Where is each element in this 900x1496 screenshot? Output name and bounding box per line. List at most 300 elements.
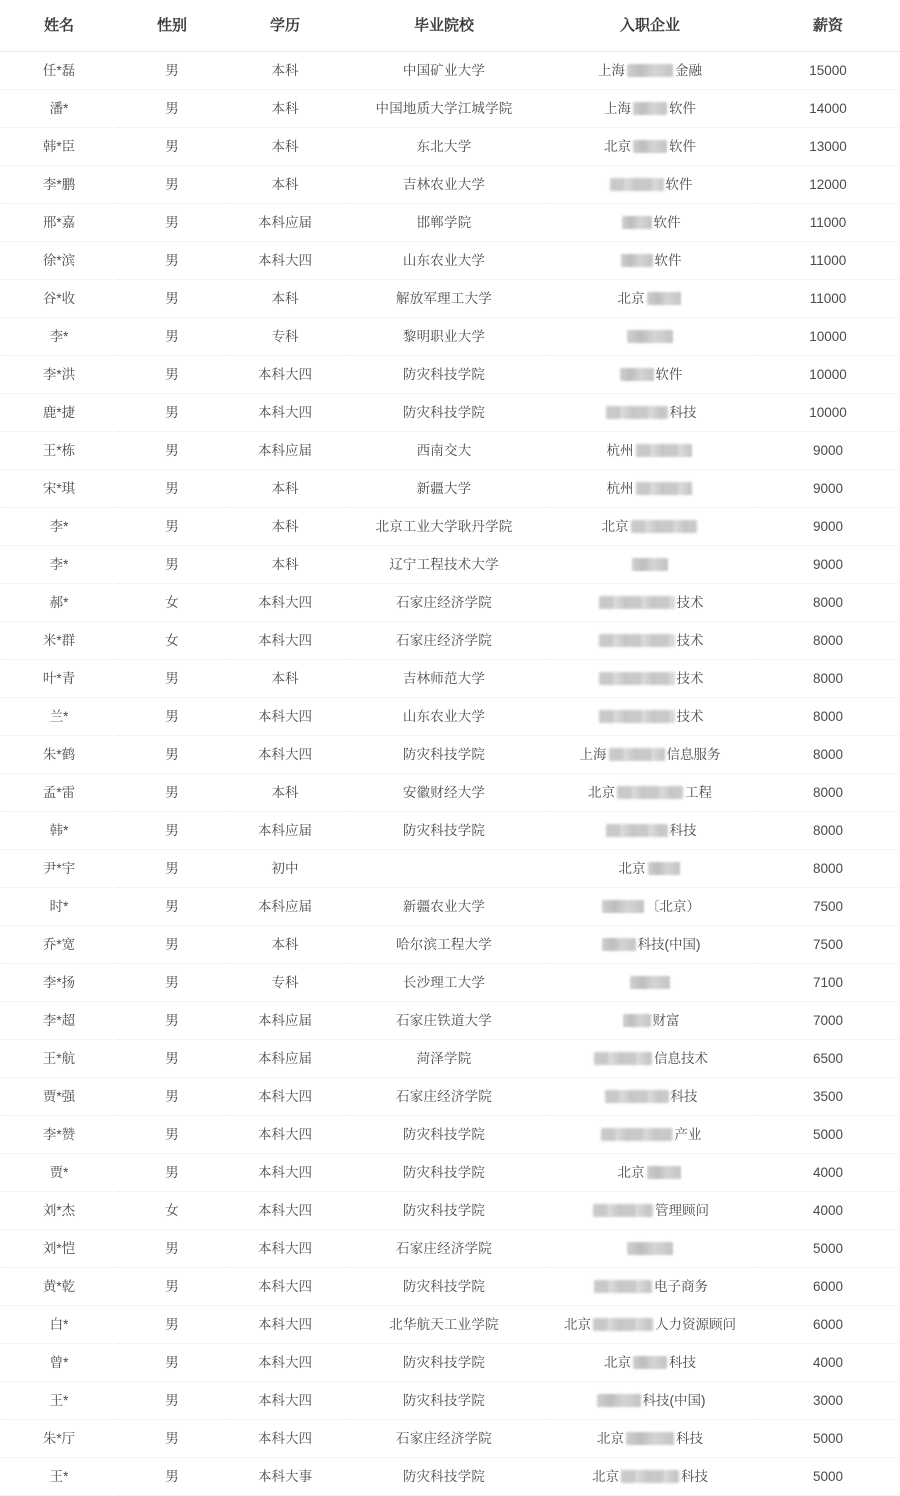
cell-education-text: 本科大四 xyxy=(258,253,312,268)
cell-salary-text: 9000 xyxy=(812,443,844,458)
company-suffix: 技术 xyxy=(676,670,704,686)
cell-education xyxy=(226,888,344,926)
cell-school-text: 防灾科技学院 xyxy=(402,1393,486,1408)
cell-gender-text: 男 xyxy=(165,861,179,876)
cell-gender xyxy=(118,812,226,850)
company-value xyxy=(544,1040,756,1077)
cell-education-text: 本科应届 xyxy=(258,823,312,838)
cell-name-text: 郝* xyxy=(49,595,69,610)
cell-gender-text: 男 xyxy=(165,1317,179,1332)
cell-education xyxy=(226,242,344,280)
cell-salary-text: 7000 xyxy=(812,1013,844,1028)
cell-name-text: 米*群 xyxy=(42,633,76,648)
table-row xyxy=(0,926,900,964)
cell-gender-text: 男 xyxy=(165,329,179,344)
cell-school xyxy=(344,812,544,850)
cell-education xyxy=(226,964,344,1002)
company-suffix: 工程 xyxy=(685,784,712,800)
cell-name xyxy=(0,394,118,432)
cell-salary xyxy=(756,1458,900,1496)
cell-education xyxy=(226,1116,344,1154)
cell-school-text: 北京工业大学耿丹学院 xyxy=(375,519,513,534)
cell-name-text: 乔*宽 xyxy=(42,937,76,952)
cell-salary xyxy=(756,166,900,204)
cell-company xyxy=(544,508,756,546)
company-prefix: 上海 xyxy=(604,100,631,116)
cell-education xyxy=(226,1002,344,1040)
company-suffix: 软件 xyxy=(653,214,681,230)
cell-education xyxy=(226,1382,344,1420)
cell-gender-text: 男 xyxy=(165,557,179,572)
cell-name-text: 宋*琪 xyxy=(42,481,76,496)
cell-salary-text: 5000 xyxy=(812,1241,844,1256)
cell-salary-text: 5000 xyxy=(812,1431,844,1446)
cell-education xyxy=(226,166,344,204)
cell-school-text: 石家庄经济学院 xyxy=(396,1089,492,1104)
company-value xyxy=(544,1078,756,1115)
cell-gender xyxy=(118,1154,226,1192)
company-suffix: 技术 xyxy=(676,594,704,610)
cell-gender-text: 男 xyxy=(165,1241,179,1256)
cell-name-text: 李* xyxy=(49,519,69,534)
table-row xyxy=(0,470,900,508)
company-value xyxy=(544,1154,756,1191)
cell-school xyxy=(344,888,544,926)
cell-name-text: 李*扬 xyxy=(42,975,76,990)
company-suffix: 产业 xyxy=(674,1126,702,1142)
cell-gender-text: 女 xyxy=(165,1203,179,1218)
company-suffix: 科技 xyxy=(670,1088,698,1104)
cell-school xyxy=(344,1002,544,1040)
cell-gender-text: 男 xyxy=(165,671,179,686)
company-value xyxy=(544,1116,756,1153)
cell-name-text: 王* xyxy=(49,1469,69,1484)
cell-gender-text: 男 xyxy=(165,405,179,420)
cell-education-text: 本科大四 xyxy=(258,1089,312,1104)
cell-name xyxy=(0,622,118,660)
cell-school-text: 防灾科技学院 xyxy=(402,1355,486,1370)
company-suffix: 软件 xyxy=(655,366,683,382)
cell-name xyxy=(0,1420,118,1458)
cell-salary xyxy=(756,128,900,166)
cell-name-text: 刘*杰 xyxy=(42,1203,76,1218)
cell-company xyxy=(544,242,756,280)
cell-company xyxy=(544,470,756,508)
cell-education xyxy=(226,698,344,736)
cell-gender xyxy=(118,280,226,318)
redacted-company-name xyxy=(627,330,673,343)
cell-gender xyxy=(118,1344,226,1382)
cell-salary xyxy=(756,1078,900,1116)
company-value xyxy=(544,812,756,849)
cell-name-text: 王*航 xyxy=(42,1051,76,1066)
cell-name xyxy=(0,1458,118,1496)
cell-gender-text: 男 xyxy=(165,1469,179,1484)
cell-school xyxy=(344,204,544,242)
cell-salary xyxy=(756,812,900,850)
cell-education-text: 本科 xyxy=(271,139,299,154)
cell-company xyxy=(544,622,756,660)
cell-school-text: 黎明职业大学 xyxy=(402,329,486,344)
company-prefix: 北京 xyxy=(604,1354,631,1370)
cell-company xyxy=(544,1344,756,1382)
cell-salary-text: 8000 xyxy=(812,595,844,610)
cell-school xyxy=(344,1306,544,1344)
cell-education-text: 本科大四 xyxy=(258,1317,312,1332)
table-row xyxy=(0,394,900,432)
cell-name xyxy=(0,90,118,128)
redacted-company-name xyxy=(626,1432,674,1445)
cell-name-text: 韩* xyxy=(49,823,69,838)
cell-gender-text: 男 xyxy=(165,215,179,230)
company-prefix: 杭州 xyxy=(606,442,634,458)
cell-name xyxy=(0,318,118,356)
redacted-company-name xyxy=(647,292,681,305)
company-value xyxy=(544,584,756,621)
cell-education xyxy=(226,508,344,546)
cell-gender xyxy=(118,926,226,964)
cell-name xyxy=(0,850,118,888)
cell-education xyxy=(226,52,344,90)
cell-school xyxy=(344,1458,544,1496)
cell-company xyxy=(544,698,756,736)
company-value xyxy=(544,1268,756,1305)
company-prefix: 北京 xyxy=(592,1468,619,1484)
cell-salary-text: 8000 xyxy=(812,671,844,686)
cell-gender-text: 男 xyxy=(165,443,179,458)
cell-education xyxy=(226,1078,344,1116)
cell-name xyxy=(0,166,118,204)
cell-salary xyxy=(756,736,900,774)
cell-salary-text: 9000 xyxy=(812,481,844,496)
cell-gender xyxy=(118,242,226,280)
company-value xyxy=(544,242,756,279)
cell-name xyxy=(0,1382,118,1420)
cell-salary-text: 8000 xyxy=(812,785,844,800)
cell-education xyxy=(226,622,344,660)
cell-name-text: 李* xyxy=(49,329,69,344)
cell-school-text: 新疆农业大学 xyxy=(402,899,486,914)
table-row xyxy=(0,1420,900,1458)
cell-name-text: 李*超 xyxy=(42,1013,76,1028)
table-row xyxy=(0,1192,900,1230)
company-suffix: 科技 xyxy=(669,1354,696,1370)
cell-education-text: 本科 xyxy=(271,937,299,952)
company-suffix: 技术 xyxy=(676,632,704,648)
cell-education-text: 本科应届 xyxy=(258,443,312,458)
cell-school xyxy=(344,1116,544,1154)
redacted-company-name xyxy=(622,216,652,229)
cell-gender xyxy=(118,622,226,660)
cell-name-text: 任*磊 xyxy=(42,63,76,78)
cell-education-text: 本科 xyxy=(271,177,299,192)
cell-school-text: 防灾科技学院 xyxy=(402,367,486,382)
cell-school xyxy=(344,1344,544,1382)
cell-education xyxy=(226,1230,344,1268)
company-value xyxy=(544,394,756,431)
table-row xyxy=(0,1306,900,1344)
cell-gender-text: 男 xyxy=(165,253,179,268)
redacted-company-name xyxy=(636,482,692,495)
cell-company xyxy=(544,1116,756,1154)
redacted-company-name xyxy=(633,140,667,153)
cell-gender-text: 男 xyxy=(165,1051,179,1066)
cell-salary xyxy=(756,546,900,584)
cell-gender xyxy=(118,1230,226,1268)
cell-school xyxy=(344,394,544,432)
cell-salary-text: 8000 xyxy=(812,633,844,648)
cell-company xyxy=(544,432,756,470)
company-prefix: 北京 xyxy=(601,518,629,534)
cell-gender xyxy=(118,52,226,90)
company-value xyxy=(544,470,756,507)
cell-gender xyxy=(118,660,226,698)
cell-education xyxy=(226,1306,344,1344)
cell-salary xyxy=(756,318,900,356)
cell-salary-text: 9000 xyxy=(812,519,844,534)
cell-salary xyxy=(756,1268,900,1306)
cell-education xyxy=(226,736,344,774)
cell-company xyxy=(544,1268,756,1306)
table-row xyxy=(0,432,900,470)
cell-education xyxy=(226,356,344,394)
cell-education-text: 本科大四 xyxy=(258,367,312,382)
cell-company xyxy=(544,90,756,128)
cell-school xyxy=(344,318,544,356)
cell-name xyxy=(0,1078,118,1116)
table-row xyxy=(0,812,900,850)
cell-gender xyxy=(118,204,226,242)
company-value xyxy=(544,660,756,697)
table-row xyxy=(0,318,900,356)
cell-salary-text: 4000 xyxy=(812,1203,844,1218)
redacted-company-name xyxy=(621,254,653,267)
cell-school xyxy=(344,964,544,1002)
cell-name-text: 韩*臣 xyxy=(42,139,76,154)
cell-company xyxy=(544,1382,756,1420)
cell-education xyxy=(226,774,344,812)
cell-education xyxy=(226,394,344,432)
cell-salary xyxy=(756,1420,900,1458)
cell-company xyxy=(544,52,756,90)
cell-company xyxy=(544,774,756,812)
table-row xyxy=(0,1382,900,1420)
cell-gender xyxy=(118,774,226,812)
cell-name xyxy=(0,888,118,926)
redacted-company-name xyxy=(636,444,692,457)
cell-name xyxy=(0,1192,118,1230)
cell-salary-text: 5000 xyxy=(812,1127,844,1142)
cell-education-text: 本科大四 xyxy=(258,709,312,724)
company-value xyxy=(544,622,756,659)
company-value xyxy=(544,1002,756,1039)
cell-name xyxy=(0,660,118,698)
company-value xyxy=(544,432,756,469)
cell-salary-text: 10000 xyxy=(809,329,847,344)
cell-salary xyxy=(756,698,900,736)
cell-name-text: 贾* xyxy=(49,1165,69,1180)
table-row xyxy=(0,774,900,812)
cell-education-text: 本科 xyxy=(271,557,299,572)
company-value xyxy=(544,1192,756,1229)
cell-school-text: 安徽财经大学 xyxy=(402,785,486,800)
table-row xyxy=(0,1458,900,1496)
company-value xyxy=(544,90,756,127)
cell-education xyxy=(226,850,344,888)
cell-salary xyxy=(756,356,900,394)
redacted-company-name xyxy=(621,1470,679,1483)
cell-school xyxy=(344,242,544,280)
cell-company xyxy=(544,926,756,964)
cell-salary xyxy=(756,52,900,90)
company-value xyxy=(544,926,756,963)
redacted-company-name xyxy=(606,824,668,837)
cell-gender-text: 男 xyxy=(165,291,179,306)
cell-salary xyxy=(756,850,900,888)
cell-company xyxy=(544,128,756,166)
company-prefix: 上海 xyxy=(598,62,625,78)
cell-education-text: 本科应届 xyxy=(258,1013,312,1028)
cell-salary-text: 9000 xyxy=(812,557,844,572)
cell-education xyxy=(226,280,344,318)
cell-company xyxy=(544,964,756,1002)
table-header-row xyxy=(0,0,900,52)
column-header-salary: 薪资 xyxy=(756,0,900,52)
table-row xyxy=(0,1268,900,1306)
cell-gender-text: 男 xyxy=(165,481,179,496)
cell-gender-text: 男 xyxy=(165,1393,179,1408)
cell-name xyxy=(0,356,118,394)
company-suffix: 科技 xyxy=(669,822,697,838)
cell-salary-text: 7500 xyxy=(812,899,844,914)
cell-salary-text: 8000 xyxy=(812,747,844,762)
cell-name-text: 鹿*捷 xyxy=(42,405,76,420)
cell-salary-text: 13000 xyxy=(809,139,847,154)
cell-name xyxy=(0,242,118,280)
cell-salary xyxy=(756,280,900,318)
cell-education-text: 本科大四 xyxy=(258,747,312,762)
cell-salary xyxy=(756,926,900,964)
cell-school xyxy=(344,1154,544,1192)
cell-gender xyxy=(118,166,226,204)
table-row xyxy=(0,166,900,204)
cell-gender-text: 男 xyxy=(165,177,179,192)
cell-gender-text: 男 xyxy=(165,63,179,78)
cell-school-text: 防灾科技学院 xyxy=(402,1165,486,1180)
cell-school xyxy=(344,660,544,698)
cell-name xyxy=(0,546,118,584)
cell-name-text: 黄*乾 xyxy=(42,1279,76,1294)
cell-school-text: 防灾科技学院 xyxy=(402,1127,486,1142)
cell-education xyxy=(226,1268,344,1306)
cell-education-text: 本科 xyxy=(271,671,299,686)
cell-salary xyxy=(756,1230,900,1268)
cell-education xyxy=(226,1458,344,1496)
cell-gender xyxy=(118,1116,226,1154)
cell-company xyxy=(544,660,756,698)
cell-education xyxy=(226,1154,344,1192)
cell-name xyxy=(0,1154,118,1192)
cell-school xyxy=(344,736,544,774)
cell-salary-text: 7100 xyxy=(812,975,844,990)
company-prefix: 上海 xyxy=(579,746,607,762)
cell-school xyxy=(344,622,544,660)
company-suffix: 技术 xyxy=(676,708,704,724)
cell-company xyxy=(544,1420,756,1458)
redacted-company-name xyxy=(630,976,670,989)
table-row xyxy=(0,888,900,926)
cell-gender-text: 男 xyxy=(165,519,179,534)
redacted-company-name xyxy=(647,1166,681,1179)
cell-salary xyxy=(756,1002,900,1040)
cell-company xyxy=(544,1306,756,1344)
cell-name-text: 李*鹏 xyxy=(42,177,76,192)
redacted-company-name xyxy=(633,102,667,115)
cell-salary-text: 10000 xyxy=(809,405,847,420)
cell-salary xyxy=(756,964,900,1002)
company-suffix: 软件 xyxy=(669,100,696,116)
cell-school-text: 防灾科技学院 xyxy=(402,1279,486,1294)
cell-name-text: 尹*宇 xyxy=(42,861,76,876)
company-suffix: 科技 xyxy=(669,404,697,420)
redacted-company-name xyxy=(593,1204,653,1217)
table-row xyxy=(0,698,900,736)
cell-gender xyxy=(118,850,226,888)
redacted-company-name xyxy=(599,672,675,685)
cell-salary xyxy=(756,242,900,280)
cell-school xyxy=(344,1040,544,1078)
cell-school xyxy=(344,52,544,90)
cell-school xyxy=(344,1078,544,1116)
cell-school-text: 哈尔滨工程大学 xyxy=(396,937,492,952)
company-suffix: 人力资源顾问 xyxy=(655,1316,736,1332)
table-header xyxy=(0,0,900,52)
cell-name xyxy=(0,1040,118,1078)
table-body xyxy=(0,52,900,1496)
cell-salary-text: 3000 xyxy=(812,1393,844,1408)
cell-salary xyxy=(756,508,900,546)
cell-salary-text: 11000 xyxy=(809,253,847,268)
company-suffix: 电子商务 xyxy=(654,1278,708,1294)
cell-salary xyxy=(756,1154,900,1192)
company-prefix: 北京 xyxy=(618,860,646,876)
cell-education xyxy=(226,432,344,470)
cell-education-text: 本科 xyxy=(271,63,299,78)
cell-name xyxy=(0,470,118,508)
cell-school-text: 石家庄铁道大学 xyxy=(396,1013,492,1028)
cell-salary-text: 6000 xyxy=(812,1317,844,1332)
cell-company xyxy=(544,1154,756,1192)
cell-gender xyxy=(118,698,226,736)
cell-name xyxy=(0,1344,118,1382)
cell-education-text: 本科大四 xyxy=(258,1127,312,1142)
cell-school-text: 长沙理工大学 xyxy=(402,975,486,990)
cell-salary xyxy=(756,90,900,128)
cell-salary-text: 3500 xyxy=(812,1089,844,1104)
cell-school xyxy=(344,1382,544,1420)
redacted-company-name xyxy=(627,64,673,77)
cell-name-text: 徐*滨 xyxy=(42,253,76,268)
cell-education-text: 本科大四 xyxy=(258,633,312,648)
cell-name xyxy=(0,812,118,850)
table-row xyxy=(0,584,900,622)
cell-name xyxy=(0,432,118,470)
cell-gender-text: 男 xyxy=(165,139,179,154)
cell-education-text: 本科 xyxy=(271,291,299,306)
company-prefix: 北京 xyxy=(617,1164,645,1180)
cell-name xyxy=(0,1116,118,1154)
table-row xyxy=(0,128,900,166)
